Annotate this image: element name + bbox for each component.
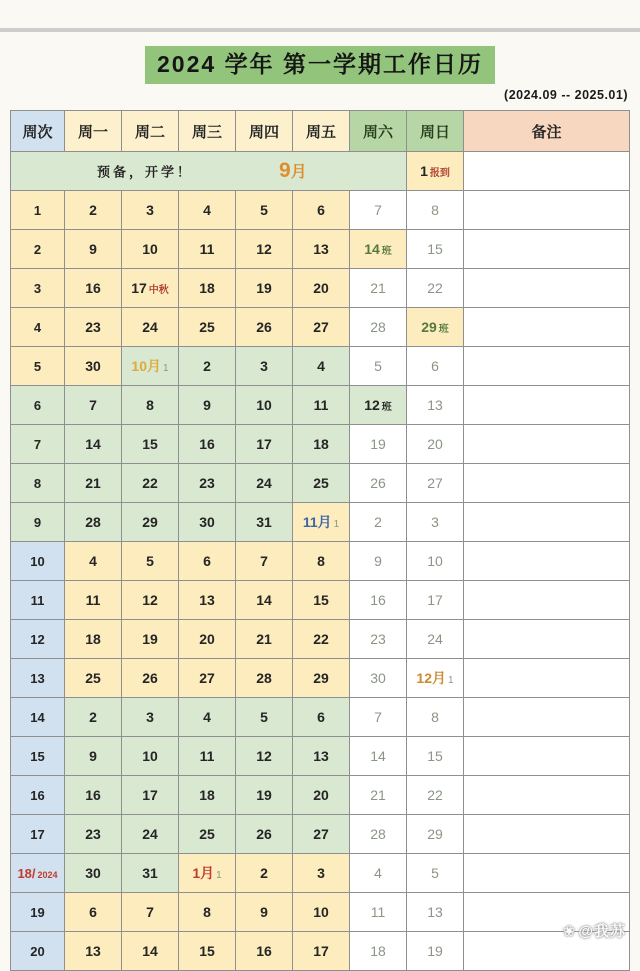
day-cell: 16 <box>236 932 293 971</box>
week-row-13 <box>11 659 630 698</box>
day-cell: 5 <box>236 698 293 737</box>
day-cell: 10 <box>122 737 179 776</box>
day-cell: 18 <box>293 425 350 464</box>
week-row-11 <box>11 581 630 620</box>
day-cell: 7 <box>350 698 407 737</box>
day-cell: 19 <box>122 620 179 659</box>
day-cell: 21 <box>350 776 407 815</box>
day-cell: 8 <box>122 386 179 425</box>
day-cell: 10 <box>122 230 179 269</box>
day-cell: 2 <box>65 191 122 230</box>
day-cell: 16 <box>65 269 122 308</box>
week-number-cell: 8 <box>11 464 65 503</box>
day-cell: 29 <box>407 815 464 854</box>
week-row-3 <box>11 269 630 308</box>
day-cell: 21 <box>65 464 122 503</box>
report-day-cell: 1 报到 <box>407 152 464 191</box>
header-row <box>11 111 630 152</box>
day-cell: 20 <box>293 776 350 815</box>
week-number-cell: 11 <box>11 581 65 620</box>
day-cell: 12月 1 <box>407 659 464 698</box>
day-cell: 23 <box>65 308 122 347</box>
week-number-cell: 20 <box>11 932 65 971</box>
day-cell: 17 <box>407 581 464 620</box>
day-cell: 3 <box>407 503 464 542</box>
day-cell: 9 <box>236 893 293 932</box>
day-cell: 17 <box>293 932 350 971</box>
day-cell: 20 <box>293 269 350 308</box>
calendar-table <box>10 110 630 971</box>
day-cell: 9 <box>179 386 236 425</box>
day-cell: 28 <box>350 308 407 347</box>
watermark-flower-icon: ❀ <box>562 923 577 940</box>
day-cell: 10 <box>293 893 350 932</box>
day-cell: 5 <box>350 347 407 386</box>
day-cell: 16 <box>350 581 407 620</box>
day-cell: 25 <box>293 464 350 503</box>
day-cell: 7 <box>122 893 179 932</box>
watermark <box>563 920 626 941</box>
day-cell: 10月 1 <box>122 347 179 386</box>
day-cell: 16 <box>179 425 236 464</box>
notes-cell <box>464 425 630 464</box>
day-cell: 30 <box>65 854 122 893</box>
day-cell: 15 <box>122 425 179 464</box>
day-cell: 29 <box>122 503 179 542</box>
notes-cell <box>464 269 630 308</box>
day-cell: 2 <box>350 503 407 542</box>
week-row-5 <box>11 347 630 386</box>
col-header-3: 周三 <box>179 111 236 152</box>
day-cell: 2 <box>65 698 122 737</box>
day-cell: 25 <box>65 659 122 698</box>
day-cell: 19 <box>407 932 464 971</box>
calendar-body <box>11 152 630 971</box>
day-cell: 5 <box>122 542 179 581</box>
day-cell: 22 <box>122 464 179 503</box>
day-cell: 11 <box>65 581 122 620</box>
day-cell: 10 <box>407 542 464 581</box>
col-header-2: 周二 <box>122 111 179 152</box>
day-cell: 17 <box>122 776 179 815</box>
week-row-8 <box>11 464 630 503</box>
day-cell: 11 <box>179 737 236 776</box>
day-cell: 26 <box>236 308 293 347</box>
week-row-1 <box>11 191 630 230</box>
day-cell: 4 <box>179 191 236 230</box>
day-cell: 13 <box>293 737 350 776</box>
col-header-7: 周日 <box>407 111 464 152</box>
week-row-9 <box>11 503 630 542</box>
day-cell: 15 <box>293 581 350 620</box>
week-row-15 <box>11 737 630 776</box>
day-cell: 22 <box>407 776 464 815</box>
col-header-0: 周次 <box>11 111 65 152</box>
day-cell: 3 <box>236 347 293 386</box>
day-cell: 14 <box>122 932 179 971</box>
day-cell: 3 <box>122 698 179 737</box>
day-cell: 12 班 <box>350 386 407 425</box>
day-cell: 11月 1 <box>293 503 350 542</box>
day-cell: 18 <box>179 269 236 308</box>
day-cell: 30 <box>350 659 407 698</box>
notes-cell <box>464 386 630 425</box>
september-month-label: 9月 <box>279 159 307 182</box>
september-banner-cell: 预备，开学！ 9月 <box>11 152 407 191</box>
day-cell: 28 <box>350 815 407 854</box>
week-row-12 <box>11 620 630 659</box>
day-cell: 13 <box>293 230 350 269</box>
week-number-cell: 9 <box>11 503 65 542</box>
day-cell: 24 <box>122 308 179 347</box>
notes-cell <box>464 152 630 191</box>
day-cell: 27 <box>407 464 464 503</box>
notes-cell <box>464 815 630 854</box>
week-number-cell: 7 <box>11 425 65 464</box>
week-row-14 <box>11 698 630 737</box>
day-cell: 4 <box>65 542 122 581</box>
day-cell: 11 <box>179 230 236 269</box>
day-cell: 15 <box>179 932 236 971</box>
notes-cell <box>464 308 630 347</box>
day-cell: 6 <box>407 347 464 386</box>
col-header-4: 周四 <box>236 111 293 152</box>
notes-cell <box>464 191 630 230</box>
notes-cell <box>464 698 630 737</box>
watermark-text: @我苏 <box>578 923 626 940</box>
day-cell: 19 <box>236 776 293 815</box>
day-cell: 22 <box>407 269 464 308</box>
day-cell: 9 <box>65 230 122 269</box>
page-title: 2024 学年 第一学期工作日历 <box>145 46 495 84</box>
day-cell: 28 <box>65 503 122 542</box>
day-cell: 14 <box>65 425 122 464</box>
day-cell: 13 <box>179 581 236 620</box>
day-cell: 31 <box>122 854 179 893</box>
day-cell: 20 <box>179 620 236 659</box>
day-cell: 18 <box>179 776 236 815</box>
week-number-cell: 16 <box>11 776 65 815</box>
week-row-17 <box>11 815 630 854</box>
week-row-2 <box>11 230 630 269</box>
day-cell: 8 <box>407 191 464 230</box>
notes-cell <box>464 854 630 893</box>
week-row-18 <box>11 854 630 893</box>
day-cell: 14 <box>350 737 407 776</box>
day-cell: 6 <box>293 191 350 230</box>
notes-cell <box>464 659 630 698</box>
week-number-cell: 19 <box>11 893 65 932</box>
day-cell: 23 <box>350 620 407 659</box>
day-cell: 24 <box>122 815 179 854</box>
day-cell: 12 <box>236 737 293 776</box>
day-cell: 14 班 <box>350 230 407 269</box>
week-row-20 <box>11 932 630 971</box>
photo-edge-line <box>0 28 640 32</box>
week-row-10 <box>11 542 630 581</box>
date-range: (2024.09 -- 2025.01) <box>504 88 628 102</box>
col-header-6: 周六 <box>350 111 407 152</box>
col-header-8: 备注 <box>464 111 630 152</box>
day-cell: 2 <box>179 347 236 386</box>
day-cell: 7 <box>236 542 293 581</box>
day-cell: 14 <box>236 581 293 620</box>
calendar-header <box>11 111 630 152</box>
day-cell: 18 <box>65 620 122 659</box>
day-cell: 4 <box>293 347 350 386</box>
day-cell: 6 <box>293 698 350 737</box>
day-cell: 7 <box>350 191 407 230</box>
col-header-5: 周五 <box>293 111 350 152</box>
day-cell: 3 <box>122 191 179 230</box>
week-number-cell: 12 <box>11 620 65 659</box>
week-row-7 <box>11 425 630 464</box>
week-number-cell: 3 <box>11 269 65 308</box>
day-cell: 26 <box>236 815 293 854</box>
week-row-6 <box>11 386 630 425</box>
week-number-cell: 18/ 2024 <box>11 854 65 893</box>
day-cell: 9 <box>350 542 407 581</box>
day-cell: 30 <box>179 503 236 542</box>
week-row-16 <box>11 776 630 815</box>
day-cell: 5 <box>236 191 293 230</box>
day-cell: 28 <box>236 659 293 698</box>
day-cell: 21 <box>236 620 293 659</box>
day-cell: 29 <box>293 659 350 698</box>
week-number-cell: 15 <box>11 737 65 776</box>
day-cell: 3 <box>293 854 350 893</box>
day-cell: 23 <box>179 464 236 503</box>
day-cell: 17 <box>236 425 293 464</box>
day-cell: 11 <box>350 893 407 932</box>
day-cell: 13 <box>65 932 122 971</box>
day-cell: 9 <box>65 737 122 776</box>
day-cell: 12 <box>236 230 293 269</box>
notes-cell <box>464 776 630 815</box>
week-number-cell: 5 <box>11 347 65 386</box>
day-cell: 17 中秋 <box>122 269 179 308</box>
day-cell: 22 <box>293 620 350 659</box>
day-cell: 24 <box>407 620 464 659</box>
day-cell: 4 <box>179 698 236 737</box>
week-number-cell: 13 <box>11 659 65 698</box>
day-cell: 24 <box>236 464 293 503</box>
week-number-cell: 17 <box>11 815 65 854</box>
day-cell: 5 <box>407 854 464 893</box>
day-cell: 16 <box>65 776 122 815</box>
notes-cell <box>464 542 630 581</box>
day-cell: 27 <box>179 659 236 698</box>
day-cell: 26 <box>350 464 407 503</box>
day-cell: 20 <box>407 425 464 464</box>
day-cell: 29 班 <box>407 308 464 347</box>
day-cell: 7 <box>65 386 122 425</box>
day-cell: 27 <box>293 815 350 854</box>
day-cell: 6 <box>65 893 122 932</box>
day-cell: 1月 1 <box>179 854 236 893</box>
notes-cell <box>464 737 630 776</box>
day-cell: 10 <box>236 386 293 425</box>
week-number-cell: 6 <box>11 386 65 425</box>
day-cell: 6 <box>179 542 236 581</box>
day-cell: 13 <box>407 386 464 425</box>
day-cell: 25 <box>179 308 236 347</box>
week-number-cell: 2 <box>11 230 65 269</box>
day-cell: 18 <box>350 932 407 971</box>
day-cell: 19 <box>236 269 293 308</box>
week-row-19 <box>11 893 630 932</box>
week-number-cell: 10 <box>11 542 65 581</box>
day-cell: 12 <box>122 581 179 620</box>
notes-cell <box>464 230 630 269</box>
week-number-cell: 1 <box>11 191 65 230</box>
day-cell: 13 <box>407 893 464 932</box>
day-cell: 8 <box>293 542 350 581</box>
day-cell: 2 <box>236 854 293 893</box>
day-cell: 26 <box>122 659 179 698</box>
day-cell: 27 <box>293 308 350 347</box>
month-banner-row <box>11 152 630 191</box>
day-cell: 15 <box>407 737 464 776</box>
week-row-4 <box>11 308 630 347</box>
notes-cell <box>464 620 630 659</box>
day-cell: 23 <box>65 815 122 854</box>
notes-cell <box>464 347 630 386</box>
day-cell: 19 <box>350 425 407 464</box>
notes-cell <box>464 581 630 620</box>
title-bar <box>0 46 640 84</box>
day-cell: 8 <box>179 893 236 932</box>
col-header-1: 周一 <box>65 111 122 152</box>
notes-cell <box>464 503 630 542</box>
day-cell: 4 <box>350 854 407 893</box>
week-number-cell: 4 <box>11 308 65 347</box>
day-cell: 11 <box>293 386 350 425</box>
day-cell: 21 <box>350 269 407 308</box>
day-cell: 8 <box>407 698 464 737</box>
day-cell: 30 <box>65 347 122 386</box>
week-number-cell: 14 <box>11 698 65 737</box>
day-cell: 15 <box>407 230 464 269</box>
day-cell: 31 <box>236 503 293 542</box>
day-cell: 25 <box>179 815 236 854</box>
notes-cell <box>464 464 630 503</box>
